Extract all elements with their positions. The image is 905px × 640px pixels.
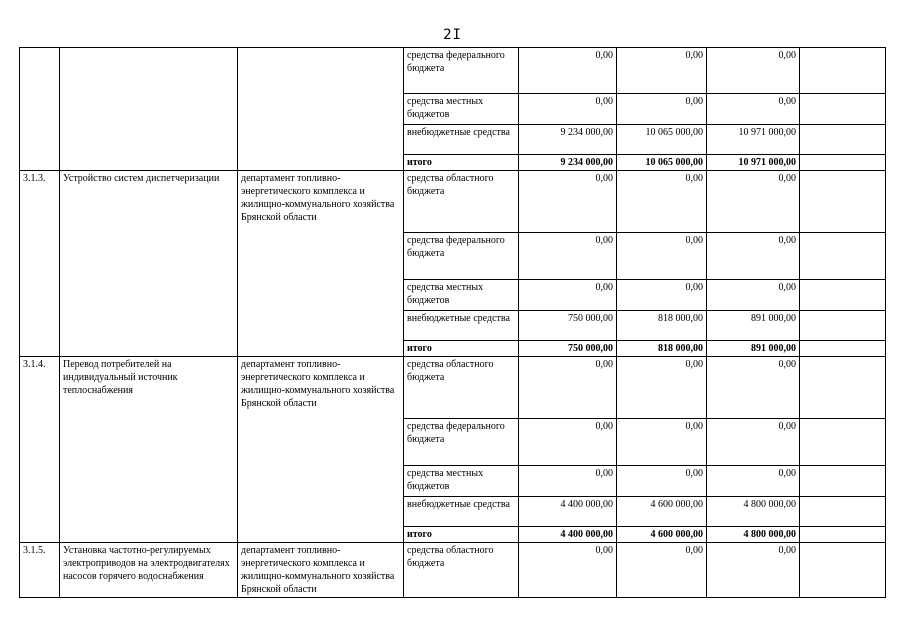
measure-name-cell: Установка частотно-регулируемых электроприводов на электродвигателях насосов горячего водоснабжения [60,543,238,598]
year2-amount-cell: 818 000,00 [617,311,707,341]
funding-source-cell: внебюджетные средства [404,125,519,155]
executor-cell [238,48,404,171]
year2-amount-cell: 0,00 [617,357,707,419]
notes-cell [800,48,886,94]
row-number-cell [20,48,60,171]
year2-amount-cell: 0,00 [617,419,707,466]
year2-amount-cell: 0,00 [617,280,707,311]
year2-amount-cell: 0,00 [617,466,707,497]
row-number-cell: 3.1.3. [20,171,60,357]
funding-source-cell: средства федерального бюджета [404,233,519,280]
budget-table [19,47,886,598]
year3-amount-cell: 0,00 [707,94,800,125]
executor-cell: департамент топливно-энергетического комплекса и жилищно-коммунального хозяйства Брянской области [238,171,404,357]
measure-name-cell: Устройство систем диспетчеризации [60,171,238,357]
funding-source-cell: средства областного бюджета [404,543,519,598]
year2-amount-cell: 0,00 [617,171,707,233]
year2-amount-cell: 4 600 000,00 [617,527,707,543]
funding-source-cell: итого [404,341,519,357]
notes-cell [800,543,886,598]
year1-amount-cell: 0,00 [519,233,617,280]
measure-name-cell [60,48,238,171]
year3-amount-cell: 10 971 000,00 [707,155,800,171]
year3-amount-cell: 10 971 000,00 [707,125,800,155]
row-number-cell: 3.1.4. [20,357,60,543]
year3-amount-cell: 0,00 [707,543,800,598]
year3-amount-cell: 4 800 000,00 [707,497,800,527]
funding-source-cell: средства федерального бюджета [404,419,519,466]
measure-name-cell: Перевод потребителей на индивидуальный источник теплоснабжения [60,357,238,543]
year1-amount-cell: 0,00 [519,94,617,125]
notes-cell [800,497,886,527]
page-number: 2I [443,27,462,43]
year2-amount-cell: 10 065 000,00 [617,125,707,155]
notes-cell [800,527,886,543]
table-row [20,543,886,598]
funding-source-cell: средства местных бюджетов [404,280,519,311]
table-row [20,171,886,233]
year1-amount-cell: 0,00 [519,543,617,598]
year3-amount-cell: 0,00 [707,419,800,466]
notes-cell [800,341,886,357]
notes-cell [800,419,886,466]
year1-amount-cell: 9 234 000,00 [519,155,617,171]
year1-amount-cell: 0,00 [519,48,617,94]
notes-cell [800,233,886,280]
funding-source-cell: средства местных бюджетов [404,94,519,125]
notes-cell [800,125,886,155]
row-number-cell: 3.1.5. [20,543,60,598]
year1-amount-cell: 0,00 [519,171,617,233]
year2-amount-cell: 0,00 [617,94,707,125]
year3-amount-cell: 891 000,00 [707,311,800,341]
year1-amount-cell: 0,00 [519,357,617,419]
year1-amount-cell: 750 000,00 [519,311,617,341]
funding-source-cell: средства местных бюджетов [404,466,519,497]
year1-amount-cell: 0,00 [519,280,617,311]
table-row [20,357,886,419]
table-row [20,48,886,94]
funding-source-cell: средства областного бюджета [404,171,519,233]
year3-amount-cell: 4 800 000,00 [707,527,800,543]
year1-amount-cell: 0,00 [519,466,617,497]
year3-amount-cell: 891 000,00 [707,341,800,357]
executor-cell: департамент топливно-энергетического комплекса и жилищно-коммунального хозяйства Брянской области [238,357,404,543]
funding-source-cell: внебюджетные средства [404,497,519,527]
notes-cell [800,171,886,233]
notes-cell [800,155,886,171]
funding-source-cell: итого [404,527,519,543]
year2-amount-cell: 0,00 [617,233,707,280]
year3-amount-cell: 0,00 [707,233,800,280]
notes-cell [800,280,886,311]
year2-amount-cell: 10 065 000,00 [617,155,707,171]
funding-source-cell: средства федерального бюджета [404,48,519,94]
funding-source-cell: внебюджетные средства [404,311,519,341]
executor-cell: департамент топливно-энергетического комплекса и жилищно-коммунального хозяйства Брянской области [238,543,404,598]
year1-amount-cell: 4 400 000,00 [519,497,617,527]
year3-amount-cell: 0,00 [707,171,800,233]
funding-source-cell: итого [404,155,519,171]
notes-cell [800,311,886,341]
year2-amount-cell: 0,00 [617,48,707,94]
notes-cell [800,357,886,419]
year1-amount-cell: 0,00 [519,419,617,466]
year2-amount-cell: 0,00 [617,543,707,598]
year3-amount-cell: 0,00 [707,466,800,497]
year1-amount-cell: 4 400 000,00 [519,527,617,543]
notes-cell [800,466,886,497]
year1-amount-cell: 750 000,00 [519,341,617,357]
table-body [20,48,886,598]
funding-source-cell: средства областного бюджета [404,357,519,419]
notes-cell [800,94,886,125]
year2-amount-cell: 4 600 000,00 [617,497,707,527]
year3-amount-cell: 0,00 [707,280,800,311]
year3-amount-cell: 0,00 [707,357,800,419]
year2-amount-cell: 818 000,00 [617,341,707,357]
year1-amount-cell: 9 234 000,00 [519,125,617,155]
year3-amount-cell: 0,00 [707,48,800,94]
